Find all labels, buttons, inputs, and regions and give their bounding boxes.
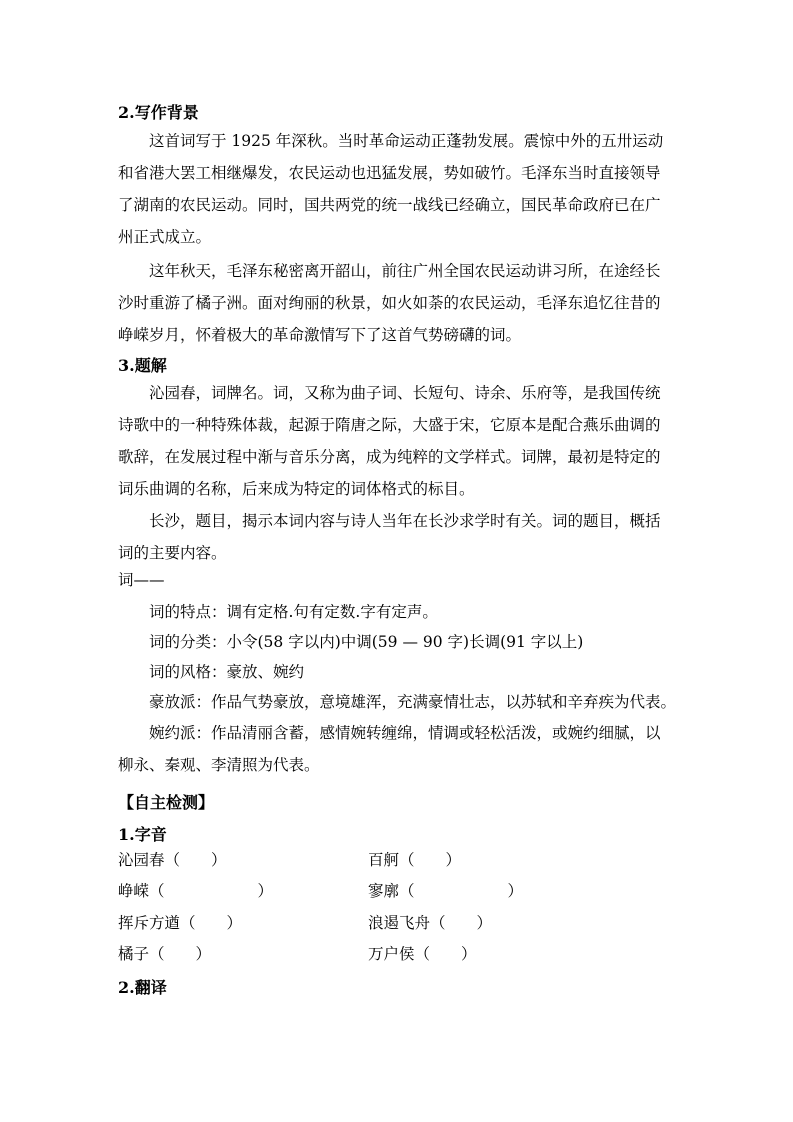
pronunciation-item: 百舸（ ） (368, 851, 462, 869)
text-line: 柳永、秦观、李清照为代表。 (118, 756, 320, 774)
text-line: 婉约派：作品清丽含蓄，感情婉转缠绵，情调或轻松活泼，或婉约细腻，以 (149, 724, 661, 742)
text-line: 歌辞，在发展过程中渐与音乐分离，成为纯粹的文学样式。词牌，最初是特定的 (118, 448, 661, 466)
ci-features: 词的特点：调有定格.句有定数.字有定声。 (149, 603, 438, 621)
text-line: 长沙，题目，揭示本词内容与诗人当年在长沙求学时有关。词的题目，概括 (149, 512, 661, 530)
text-line: 州正式成立。 (118, 228, 212, 246)
translation-heading: 2.翻译 (118, 978, 167, 997)
text-line: 这年秋天，毛泽东秘密离开韶山，前往广州全国农民运动讲习所，在途经长 (149, 262, 661, 280)
title-explanation-paragraph-1 (118, 377, 674, 505)
text-line: 沁园春，词牌名。词，又称为曲子词、长短句、诗余、乐府等，是我国传统 (149, 384, 661, 402)
ci-categories: 词的分类：小令(58 字以内)中调(59 — 90 字)长调(91 字以上) (149, 633, 584, 651)
ci-haofang: 豪放派：作品气势豪放，意境雄浑，充满豪情壮志，以苏轼和辛弃疾为代表。 (149, 693, 677, 711)
text-line: 词的主要内容。 (118, 544, 227, 562)
self-check-heading: 【自主检测】 (118, 793, 215, 812)
text-line: 诗歌中的一种特殊体裁，起源于隋唐之际，大盛于宋，它原本是配合燕乐曲调的 (118, 416, 661, 434)
text-line: 和省港大罢工相继爆发，农民运动也迅猛发展，势如破竹。毛泽东当时直接领导 (118, 164, 661, 182)
text-line: 这首词写于 1925 年深秋。当时革命运动正蓬勃发展。震惊中外的五卅运动 (149, 132, 664, 150)
pronunciation-item: 万户侯（ ） (368, 945, 477, 963)
text-line: 了湖南的农民运动。同时，国共两党的统一战线已经确立，国民革命政府已在广 (118, 196, 661, 214)
pronunciation-item: 峥嵘（ ） (118, 882, 274, 900)
background-paragraph-2 (118, 255, 674, 351)
pronunciation-item: 挥斥方遒（ ） (118, 914, 243, 932)
pronunciation-item: 浪遏飞舟（ ） (368, 914, 493, 932)
pronunciation-item: 寥廓（ ） (368, 882, 524, 900)
title-explanation-paragraph-2 (118, 505, 674, 569)
title-explanation-heading: 3.题解 (118, 356, 167, 375)
ci-label: 词—— (118, 571, 165, 589)
text-line: 峥嵘岁月，怀着极大的革命激情写下了这首气势磅礴的词。 (118, 326, 522, 344)
background-paragraph-1 (118, 125, 674, 253)
ci-styles: 词的风格：豪放、婉约 (149, 663, 305, 681)
text-line: 沙时重游了橘子洲。面对绚丽的秋景，如火如荼的农民运动，毛泽东追忆往昔的 (118, 294, 661, 312)
pronunciation-heading: 1.字音 (118, 825, 167, 844)
writing-background-heading: 2.写作背景 (118, 103, 199, 122)
ci-wanyue (118, 717, 674, 781)
pronunciation-item: 沁园春（ ） (118, 851, 227, 869)
pronunciation-item: 橘子（ ） (118, 945, 212, 963)
text-line: 词乐曲调的名称，后来成为特定的词体格式的标目。 (118, 480, 475, 498)
